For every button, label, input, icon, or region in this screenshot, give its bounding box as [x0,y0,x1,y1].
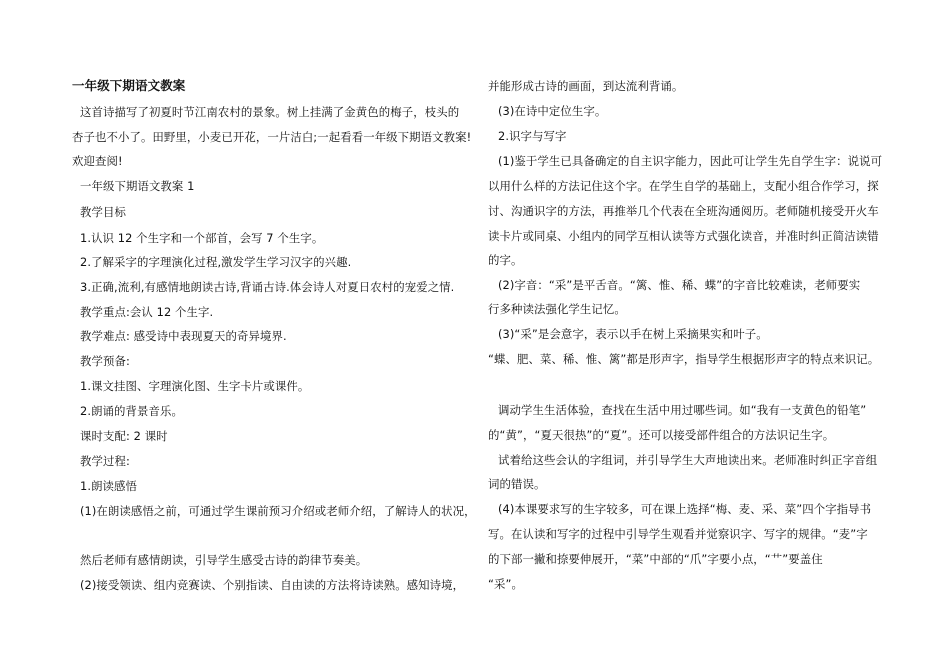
paragraph-line: (3)“采”是会意字，表示以手在树上采摘果实和叶子。 [498,327,768,341]
document-title: 一年级下期语文教案 [72,78,186,93]
paragraph-line: 1.认识 12 个生字和一个部首，会写 7 个生字。 [80,231,324,245]
paragraph-line: (1)鉴于学生已具备确定的自主识字能力，因此可让学生先自学生字：说说可 [498,154,883,168]
paragraph-line: 的“黄”，“夏天很热”的“夏”。还可以接受部件组合的方法识记生字。 [488,428,835,442]
paragraph-line: 的字。 [488,253,523,267]
paragraph-line: 教学过程: [80,454,130,468]
paragraph-line: 讨、沟通识字的方法，再推举几个代表在全班沟通阅历。老师随机接受开火车 [488,204,879,218]
paragraph-line: 1.课文挂图、字理演化图、生字卡片或课件。 [80,379,310,393]
paragraph-line: 以用什么样的方法记住这个字。在学生自学的基础上，支配小组合作学习，探 [488,179,879,193]
paragraph-line: 欢迎查阅! [72,154,123,168]
paragraph-line: 教学难点: 感受诗中表现夏天的奇异境界. [80,329,287,343]
paragraph-line: (3)在诗中定位生字。 [498,104,607,118]
paragraph-line: 的下部一撇和捺要伸展开，“菜”中部的“爪”字要小点，“艹”要盖住 [488,552,823,566]
paragraph-line: 3.正确,流利,有感情地朗读古诗,背诵古诗.体会诗人对夏日农村的宠爱之情. [80,280,455,294]
paragraph-line: (2)字音：“采”是平舌音。“篱、惟、稀、蝶”的字音比较难读，老师要实 [498,278,861,292]
paragraph-line: 写。在认读和写字的过程中引导学生观看并觉察识字、写字的规律。“麦”字 [488,527,868,541]
paragraph-line: 教学预备: [80,354,130,368]
paragraph-line: 然后老师有感情朗读，引导学生感受古诗的韵律节奏美。 [80,553,368,567]
paragraph-line: 并能形成古诗的画面，到达流利背诵。 [488,79,684,93]
paragraph-line: (2)接受领读、组内竞赛读、个别指读、自由读的方法将诗读熟。感知诗境， [80,578,465,592]
paragraph-line: (1)在朗读感悟之前，可通过学生课前预习介绍或老师介绍，了解诗人的状况， [80,504,476,518]
paragraph-line: 读卡片或同桌、小组内的同学互相认读等方式强化读音，并准时纠正简洁读错 [488,229,879,243]
paragraph-line: 2.朗诵的背景音乐。 [80,404,183,418]
paragraph-line: 试着给这些会认的字组词，并引导学生大声地读出来。老师准时纠正字音组 [498,453,878,467]
paragraph-line: 调动学生生活体验，查找在生活中用过哪些词。如“我有一支黄色的铅笔” [498,403,867,417]
paragraph-line: “采”。 [488,577,523,591]
paragraph-line: 2.识字与写字 [498,129,567,143]
paragraph-line: 教学目标 [80,205,126,219]
paragraph-line: 教学重点:会认 12 个生字. [80,305,214,319]
paragraph-line: 这首诗描写了初夏时节江南农村的景象。树上挂满了金黄色的梅子，枝头的 [80,105,460,119]
paragraph-line: “蝶、肥、菜、稀、惟、篱”都是形声字，指导学生根据形声字的特点来识记。 [488,352,880,366]
paragraph-line: (4)本课要求写的生字较多，可在课上选择“梅、麦、采、菜”四个字指导书 [498,502,872,516]
paragraph-line: 2.了解采字的字理演化过程,激发学生学习汉字的兴趣. [80,255,352,269]
paragraph-line: 课时支配: 2 课时 [80,429,168,443]
paragraph-line: 杏子也不小了。田野里，小麦已开花，一片洁白;一起看看一年级下期语文教案! [72,130,472,144]
section-heading: 一年级下期语文教案 1 [80,179,195,193]
paragraph-line: 行多种读法强化学生记忆。 [488,302,626,316]
paragraph-line: 词的错误。 [488,477,546,491]
paragraph-line: 1.朗读感悟 [80,479,138,493]
